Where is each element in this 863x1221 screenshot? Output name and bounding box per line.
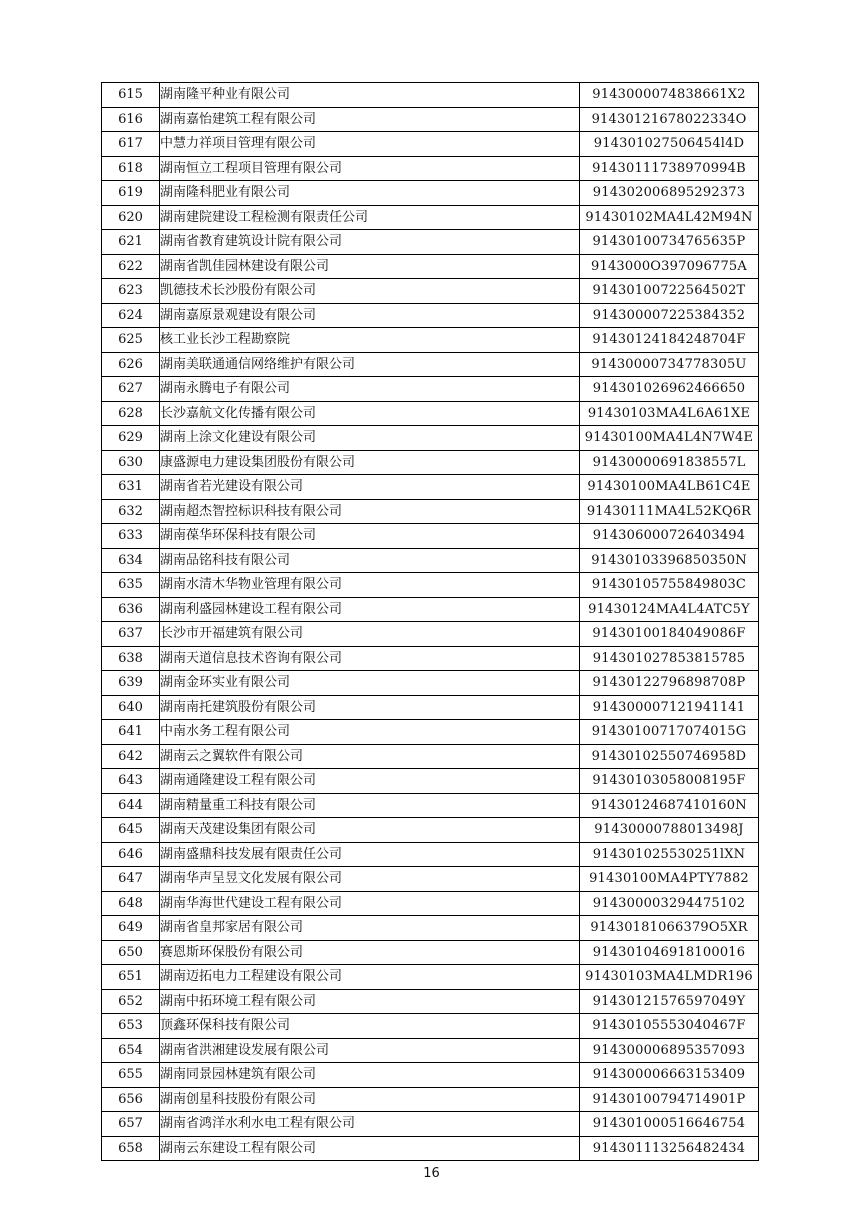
company-name: 湖南建院建设工程检测有限责任公司: [160, 205, 580, 230]
company-name: 湖南华海世代建设工程有限公司: [160, 891, 580, 916]
company-name: 湖南南托建筑股份有限公司: [160, 695, 580, 720]
table-row: [102, 1087, 759, 1112]
company-name: 湖南省洪湘建设发展有限公司: [160, 1038, 580, 1063]
company-name: 湖南美联通通信网络维护有限公司: [160, 352, 580, 377]
company-name: 湖南中拓环境工程有限公司: [160, 989, 580, 1014]
company-name: 中南水务工程有限公司: [160, 720, 580, 745]
row-number: 646: [102, 842, 160, 867]
credit-code: 9143000O397096775A: [580, 254, 759, 279]
page-number: 16: [423, 1166, 440, 1181]
table-row: [102, 573, 759, 598]
credit-code: 91430124687410160N: [580, 793, 759, 818]
table-row: [102, 793, 759, 818]
table-row: [102, 720, 759, 745]
company-name: 湖南省教育建筑设计院有限公司: [160, 230, 580, 255]
row-number: 616: [102, 107, 160, 132]
table-row: [102, 377, 759, 402]
table-row: [102, 279, 759, 304]
table-row: [102, 916, 759, 941]
row-number: 647: [102, 867, 160, 892]
row-number: 657: [102, 1112, 160, 1137]
row-number: 640: [102, 695, 160, 720]
credit-code: 914300006895357093: [580, 1038, 759, 1063]
row-number: 625: [102, 328, 160, 353]
table-row: [102, 1038, 759, 1063]
table-row: [102, 622, 759, 647]
row-number: 636: [102, 597, 160, 622]
table-row: [102, 940, 759, 965]
row-number: 622: [102, 254, 160, 279]
company-name: 凯德技术长沙股份有限公司: [160, 279, 580, 304]
table-row: [102, 524, 759, 549]
row-number: 645: [102, 818, 160, 843]
credit-code: 91430103MA4L6A61XE: [580, 401, 759, 426]
company-name: 湖南云东建设工程有限公司: [160, 1136, 580, 1161]
credit-code: 91430100717074015G: [580, 720, 759, 745]
company-name: 湖南天茂建设集团有限公司: [160, 818, 580, 843]
credit-code: 91430124MA4L4ATC5Y: [580, 597, 759, 622]
credit-code: 91430100MA4L4N7W4E: [580, 426, 759, 451]
company-name: 长沙嘉航文化传播有限公司: [160, 401, 580, 426]
table-row: [102, 1063, 759, 1088]
credit-code: 91430100MA4PTY7882: [580, 867, 759, 892]
credit-code: 914301113256482434: [580, 1136, 759, 1161]
table-row: [102, 499, 759, 524]
credit-code: 914300007121941141: [580, 695, 759, 720]
credit-code: 914301026962466650: [580, 377, 759, 402]
company-name: 湖南创星科技股份有限公司: [160, 1087, 580, 1112]
company-name: 湖南通隆建设工程有限公司: [160, 769, 580, 794]
credit-code: 91430181066379O5XR: [580, 916, 759, 941]
credit-code: 914300007225384352: [580, 303, 759, 328]
credit-code: 91430105553040467F: [580, 1014, 759, 1039]
company-name: 湖南超杰智控标识科技有限公司: [160, 499, 580, 524]
table-row: [102, 303, 759, 328]
row-number: 655: [102, 1063, 160, 1088]
row-number: 658: [102, 1136, 160, 1161]
company-name: 湖南省鸿洋水利水电工程有限公司: [160, 1112, 580, 1137]
row-number: 615: [102, 83, 160, 108]
credit-code: 91430100184049086F: [580, 622, 759, 647]
company-table: [101, 82, 759, 1161]
company-name: 湖南云之翼软件有限公司: [160, 744, 580, 769]
table-row: [102, 352, 759, 377]
row-number: 624: [102, 303, 160, 328]
table-row: [102, 671, 759, 696]
credit-code: 91430111738970994B: [580, 156, 759, 181]
company-name: 湖南恒立工程项目管理有限公司: [160, 156, 580, 181]
company-name: 湖南永腾电子有限公司: [160, 377, 580, 402]
row-number: 630: [102, 450, 160, 475]
row-number: 628: [102, 401, 160, 426]
credit-code: 914301027506454l4D: [580, 132, 759, 157]
credit-code: 91430124184248704F: [580, 328, 759, 353]
table-row: [102, 695, 759, 720]
table-row: [102, 107, 759, 132]
company-table-body: [102, 83, 759, 1161]
company-name: 湖南隆科肥业有限公司: [160, 181, 580, 206]
table-row: [102, 1136, 759, 1161]
table-row: [102, 842, 759, 867]
credit-code: 914300006663153409: [580, 1063, 759, 1088]
credit-code: 91430121678022334O: [580, 107, 759, 132]
table-row: [102, 1112, 759, 1137]
table-row: [102, 230, 759, 255]
table-row: [102, 989, 759, 1014]
company-name: 中慧力祥项目管理有限公司: [160, 132, 580, 157]
row-number: 642: [102, 744, 160, 769]
row-number: 641: [102, 720, 160, 745]
table-row: [102, 132, 759, 157]
row-number: 639: [102, 671, 160, 696]
company-name: 湖南精量重工科技有限公司: [160, 793, 580, 818]
credit-code: 914301025530251lXN: [580, 842, 759, 867]
credit-code: 91430000788013498J: [580, 818, 759, 843]
table-row: [102, 181, 759, 206]
table-row: [102, 254, 759, 279]
company-name: 湖南华声呈昱文化发展有限公司: [160, 867, 580, 892]
table-row: [102, 769, 759, 794]
credit-code: 914301000516646754: [580, 1112, 759, 1137]
credit-code: 91430103396850350N: [580, 548, 759, 573]
credit-code: 91430103058008195F: [580, 769, 759, 794]
credit-code: 91430100MA4LB61C4E: [580, 475, 759, 500]
table-row: [102, 867, 759, 892]
credit-code: 91430122796898708P: [580, 671, 759, 696]
row-number: 623: [102, 279, 160, 304]
credit-code: 91430100734765635P: [580, 230, 759, 255]
company-name: 湖南迈拓电力工程建设有限公司: [160, 965, 580, 990]
table-row: [102, 426, 759, 451]
company-name: 湖南隆平种业有限公司: [160, 83, 580, 108]
row-number: 626: [102, 352, 160, 377]
row-number: 629: [102, 426, 160, 451]
credit-code: 91430103MA4LMDR196: [580, 965, 759, 990]
credit-code: 914302006895292373: [580, 181, 759, 206]
company-name: 湖南嘉怡建筑工程有限公司: [160, 107, 580, 132]
row-number: 644: [102, 793, 160, 818]
table-row: [102, 328, 759, 353]
company-name: 顶鑫环保科技有限公司: [160, 1014, 580, 1039]
company-name: 核工业长沙工程勘察院: [160, 328, 580, 353]
table-row: [102, 475, 759, 500]
row-number: 632: [102, 499, 160, 524]
credit-code: 914306000726403494: [580, 524, 759, 549]
credit-code: 914301027853815785: [580, 646, 759, 671]
row-number: 617: [102, 132, 160, 157]
table-row: [102, 818, 759, 843]
credit-code: 91430100722564502T: [580, 279, 759, 304]
company-name: 湖南同景园林建筑有限公司: [160, 1063, 580, 1088]
company-name: 湖南省皇邦家居有限公司: [160, 916, 580, 941]
credit-code: 91430100794714901P: [580, 1087, 759, 1112]
table-row: [102, 646, 759, 671]
company-name: 湖南省若光建设有限公司: [160, 475, 580, 500]
company-name: 湖南葆华环保科技有限公司: [160, 524, 580, 549]
credit-code: 91430121576597049Y: [580, 989, 759, 1014]
row-number: 631: [102, 475, 160, 500]
company-name: 湖南上涂文化建设有限公司: [160, 426, 580, 451]
row-number: 634: [102, 548, 160, 573]
row-number: 650: [102, 940, 160, 965]
credit-code: 91430111MA4L52KQ6R: [580, 499, 759, 524]
table-row: [102, 891, 759, 916]
row-number: 627: [102, 377, 160, 402]
row-number: 637: [102, 622, 160, 647]
table-row: [102, 965, 759, 990]
company-name: 湖南利盛园林建设工程有限公司: [160, 597, 580, 622]
table-row: [102, 1014, 759, 1039]
credit-code: 91430000734778305U: [580, 352, 759, 377]
row-number: 619: [102, 181, 160, 206]
table-row: [102, 205, 759, 230]
row-number: 649: [102, 916, 160, 941]
company-name: 湖南盛鼎科技发展有限责任公司: [160, 842, 580, 867]
row-number: 643: [102, 769, 160, 794]
credit-code: 9143000074838661X2: [580, 83, 759, 108]
company-name: 湖南品铭科技有限公司: [160, 548, 580, 573]
company-name: 湖南天道信息技术咨询有限公司: [160, 646, 580, 671]
table-row: [102, 401, 759, 426]
credit-code: 91430000691838557L: [580, 450, 759, 475]
company-name: 湖南嘉原景观建设有限公司: [160, 303, 580, 328]
row-number: 653: [102, 1014, 160, 1039]
credit-code: 91430102550746958D: [580, 744, 759, 769]
table-row: [102, 83, 759, 108]
row-number: 638: [102, 646, 160, 671]
credit-code: 91430105755849803C: [580, 573, 759, 598]
company-name: 赛恩斯环保股份有限公司: [160, 940, 580, 965]
row-number: 651: [102, 965, 160, 990]
credit-code: 914300003294475102: [580, 891, 759, 916]
row-number: 656: [102, 1087, 160, 1112]
row-number: 633: [102, 524, 160, 549]
company-name: 长沙市开福建筑有限公司: [160, 622, 580, 647]
company-name: 湖南省凯佳园林建设有限公司: [160, 254, 580, 279]
credit-code: 91430102MA4L42M94N: [580, 205, 759, 230]
row-number: 620: [102, 205, 160, 230]
row-number: 621: [102, 230, 160, 255]
credit-code: 914301046918100016: [580, 940, 759, 965]
table-row: [102, 597, 759, 622]
row-number: 635: [102, 573, 160, 598]
company-name: 湖南金环实业有限公司: [160, 671, 580, 696]
company-name: 湖南水清木华物业管理有限公司: [160, 573, 580, 598]
row-number: 652: [102, 989, 160, 1014]
table-row: [102, 156, 759, 181]
row-number: 648: [102, 891, 160, 916]
row-number: 618: [102, 156, 160, 181]
table-row: [102, 548, 759, 573]
table-row: [102, 450, 759, 475]
company-name: 康盛源电力建设集团股份有限公司: [160, 450, 580, 475]
row-number: 654: [102, 1038, 160, 1063]
table-row: [102, 744, 759, 769]
